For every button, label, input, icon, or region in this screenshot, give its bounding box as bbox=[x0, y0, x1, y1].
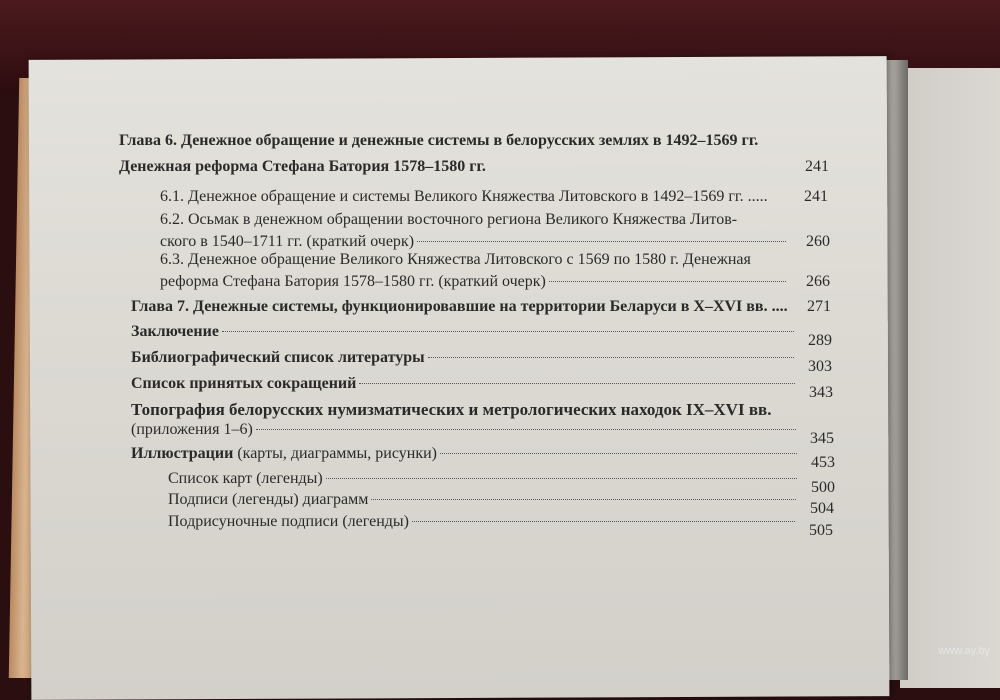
toc-title: Список карт (легенды) bbox=[168, 470, 323, 487]
toc-abbreviations-entry bbox=[131, 374, 833, 401]
toc-title: Глава 7. Денежные системы, функционировавшие на территории Беларуси в X–XVI вв. .... bbox=[131, 298, 788, 315]
toc-page-number: 504 bbox=[810, 500, 834, 517]
toc-title: Список принятых сокращений bbox=[131, 375, 357, 392]
toc-section-6-2 bbox=[160, 232, 830, 252]
toc-leader bbox=[417, 241, 786, 242]
toc-title: Подписи (легенды) диаграмм bbox=[168, 491, 369, 508]
toc-conclusion-entry bbox=[131, 322, 832, 349]
toc-page-number: 453 bbox=[811, 454, 835, 471]
toc-chapter6-line1: Глава 6. Денежное обращение и денежные системы в белорусских землях в 1492–1569 гг. bbox=[119, 132, 759, 149]
toc-leader bbox=[371, 499, 796, 500]
toc-title: (приложения 1–6) bbox=[131, 421, 253, 438]
toc-page-number: 500 bbox=[811, 479, 835, 496]
toc-leader bbox=[549, 281, 786, 282]
watermark: www.ay.by bbox=[938, 645, 990, 657]
toc-page-number: 241 bbox=[805, 158, 829, 175]
toc-leader bbox=[222, 331, 794, 332]
toc-title: Денежная реформа Стефана Батория 1578–1580 гг. bbox=[119, 158, 486, 175]
toc-section-6-2-line1: 6.2. Осьмак в денежном обращении восточного региона Великого Княжества Литов- bbox=[160, 211, 738, 228]
toc-page-number: 266 bbox=[806, 273, 830, 290]
toc-leader bbox=[359, 383, 795, 384]
toc-title-bold: Иллюстрации bbox=[131, 445, 234, 462]
toc-title: реформа Стефана Батория 1578–1580 гг. (краткий очерк) bbox=[160, 273, 546, 290]
toc-section-6-3-line1: 6.3. Денежное обращение Великого Княжества Литовского с 1569 по 1580 г. Денежная bbox=[160, 251, 751, 268]
toc-bibliography-entry bbox=[131, 348, 832, 375]
toc-title: ского в 1540–1711 гг. (краткий очерк) bbox=[160, 233, 415, 250]
toc-chapter6-entry bbox=[119, 157, 829, 177]
toc-section-6-1 bbox=[160, 187, 828, 207]
toc-title: Заключение bbox=[131, 323, 219, 340]
toc-page-number: 271 bbox=[807, 298, 831, 315]
toc-illustrations-entry bbox=[131, 444, 835, 471]
toc-leader bbox=[256, 429, 796, 430]
toc-page-number: 260 bbox=[806, 233, 830, 250]
toc-topography-line1: Топография белорусских нумизматических и метрологических находок IX–XVI вв. bbox=[131, 400, 772, 419]
toc-topography-entry bbox=[131, 420, 834, 447]
toc-chapter7-entry bbox=[131, 297, 831, 317]
toc-title bbox=[131, 444, 437, 464]
toc-title: 6.1. Денежное обращение и системы Великого Княжества Литовского в 1492–1569 гг. ..... bbox=[160, 188, 768, 205]
toc-figures-entry bbox=[168, 512, 833, 539]
toc-leader bbox=[326, 478, 797, 479]
toc-leader bbox=[440, 453, 797, 454]
toc-section-6-3 bbox=[160, 272, 830, 292]
toc-maps-entry bbox=[168, 469, 835, 496]
toc-title-rest: (карты, диаграммы, рисунки) bbox=[233, 445, 437, 462]
toc-page-number: 505 bbox=[809, 522, 833, 539]
toc-page-number: 303 bbox=[808, 358, 832, 375]
toc-page-number: 343 bbox=[809, 384, 833, 401]
toc-leader bbox=[428, 357, 794, 358]
toc-title: Подрисуночные подписи (легенды) bbox=[168, 513, 409, 530]
toc-title: Библиографический список литературы bbox=[131, 349, 425, 366]
toc-diagrams-entry bbox=[168, 490, 834, 517]
toc-page-number: 241 bbox=[804, 188, 828, 205]
toc-page-number: 345 bbox=[810, 430, 834, 447]
toc-leader bbox=[412, 521, 795, 522]
toc-page-number: 289 bbox=[808, 332, 832, 349]
